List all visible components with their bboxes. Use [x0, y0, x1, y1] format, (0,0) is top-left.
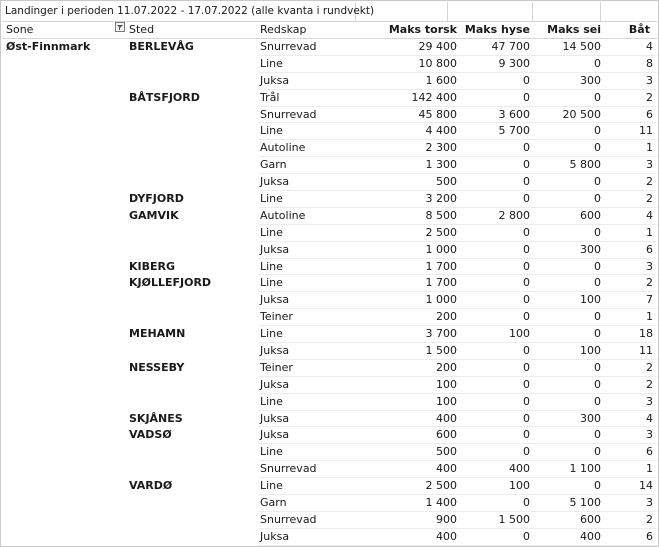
cell-maks-torsk: 4 400	[425, 124, 457, 138]
cell-maks-sei: 5 100	[569, 496, 601, 510]
cell-maks-hyse: 47 700	[491, 40, 530, 53]
table-row	[2, 90, 657, 107]
cell-maks-torsk: 1 000	[425, 242, 457, 256]
cell-maks-hyse: 0	[523, 445, 530, 459]
cell-maks-hyse: 0	[523, 310, 530, 324]
cell-redskap: Garn	[260, 158, 287, 172]
cell-baat: 2	[646, 360, 653, 374]
cell-maks-sei: 0	[594, 377, 601, 391]
cell-baat: 7	[646, 293, 653, 307]
table-row	[2, 326, 657, 343]
cell-redskap: Autoline	[260, 141, 306, 155]
cell-maks-torsk: 2 500	[425, 225, 457, 239]
cell-redskap: Juksa	[260, 293, 290, 307]
cell-redskap: Trål	[260, 90, 280, 104]
cell-baat: 2	[646, 192, 653, 206]
cell-maks-hyse: 0	[523, 293, 530, 307]
cell-maks-torsk: 200	[436, 360, 457, 374]
cell-baat: 4	[646, 40, 653, 53]
cell-baat: 6	[646, 107, 653, 121]
cell-maks-sei: 14 500	[562, 40, 601, 53]
cell-maks-hyse: 100	[509, 479, 530, 493]
cell-maks-torsk: 500	[436, 445, 457, 459]
cell-maks-sei: 100	[580, 293, 601, 307]
cell-maks-sei: 0	[594, 192, 601, 206]
table-row	[2, 225, 657, 242]
table-row	[2, 360, 657, 377]
cell-baat: 3	[646, 394, 653, 408]
cell-maks-hyse: 0	[523, 496, 530, 510]
cell-maks-torsk: 100	[436, 394, 457, 408]
cell-maks-sei: 0	[594, 259, 601, 273]
cell-redskap: Juksa	[260, 344, 290, 358]
header-maks-torsk[interactable]: Maks torsk	[388, 23, 457, 36]
cell-maks-torsk: 200	[436, 310, 457, 324]
cell-maks-hyse: 0	[523, 259, 530, 273]
table-row	[2, 292, 657, 309]
cell-baat: 1	[646, 462, 653, 476]
table-row	[2, 529, 657, 546]
cell-maks-hyse: 2 800	[498, 208, 530, 222]
cell-redskap: Snurrevad	[260, 462, 317, 476]
cell-maks-sei: 300	[580, 411, 601, 425]
cell-maks-hyse: 0	[523, 394, 530, 408]
cell-redskap: Teiner	[260, 310, 293, 324]
cell-sted: SKJÅNES	[129, 411, 183, 425]
cell-maks-hyse: 0	[523, 428, 530, 442]
table-row	[2, 377, 657, 394]
cell-maks-torsk: 900	[436, 512, 457, 526]
cell-maks-sei: 0	[594, 394, 601, 408]
header-sone[interactable]: Sone	[6, 23, 34, 36]
cell-redskap: Juksa	[260, 377, 290, 391]
cell-maks-hyse: 100	[509, 327, 530, 341]
header-maks-hyse[interactable]: Maks hyse	[464, 23, 530, 36]
title-row-cells	[356, 2, 657, 22]
cell-maks-torsk: 500	[436, 175, 457, 189]
cell-maks-hyse: 0	[523, 377, 530, 391]
cell-maks-torsk: 10 800	[418, 56, 457, 70]
table-row	[2, 259, 657, 276]
cell-maks-torsk: 600	[436, 428, 457, 442]
cell-maks-sei: 300	[580, 242, 601, 256]
cell-maks-hyse: 3 600	[498, 107, 530, 121]
table-body	[2, 39, 657, 546]
cell-maks-torsk: 400	[436, 462, 457, 476]
cell-maks-torsk: 1 000	[425, 293, 457, 307]
cell-baat: 4	[646, 411, 653, 425]
cell-maks-sei: 600	[580, 512, 601, 526]
cell-baat: 2	[646, 276, 653, 290]
cell-sted: KJØLLEFJORD	[129, 276, 212, 290]
cell-baat: 6	[646, 445, 653, 459]
cell-maks-hyse: 0	[523, 242, 530, 256]
header-baat[interactable]: Båt	[628, 23, 650, 36]
cell-maks-torsk: 3 700	[425, 327, 457, 341]
cell-redskap: Juksa	[260, 428, 290, 442]
table-row	[2, 242, 657, 259]
table-row	[2, 73, 657, 90]
cell-maks-hyse: 0	[523, 344, 530, 358]
cell-sted: DYFJORD	[129, 192, 184, 206]
report-title: Landinger i perioden 11.07.2022 - 17.07.2022 (alle kvanta i rundvekt)	[2, 2, 356, 22]
cell-maks-sei: 5 800	[569, 158, 601, 172]
cell-baat: 6	[646, 242, 653, 256]
cell-maks-torsk: 1 500	[425, 344, 457, 358]
cell-maks-hyse: 0	[523, 360, 530, 374]
table-row	[2, 56, 657, 73]
cell-maks-sei: 0	[594, 175, 601, 189]
cell-maks-sei: 0	[594, 276, 601, 290]
cell-baat: 2	[646, 175, 653, 189]
cell-baat: 4	[646, 208, 653, 222]
cell-maks-sei: 0	[594, 90, 601, 104]
cell-maks-hyse: 400	[509, 462, 530, 476]
cell-maks-torsk: 45 800	[418, 107, 457, 121]
cell-maks-sei: 0	[594, 327, 601, 341]
cell-baat: 3	[646, 158, 653, 172]
table-row	[2, 107, 657, 124]
cell-maks-torsk: 29 400	[418, 40, 457, 53]
cell-redskap: Juksa	[260, 411, 290, 425]
cell-maks-hyse: 0	[523, 73, 530, 87]
cell-sted: MEHAMN	[129, 327, 186, 341]
cell-redskap: Autoline	[260, 208, 306, 222]
cell-baat: 18	[639, 327, 653, 341]
cell-maks-sei: 0	[594, 56, 601, 70]
cell-maks-torsk: 1 600	[425, 73, 457, 87]
cell-sted: NESSEBY	[129, 360, 185, 374]
cell-baat: 3	[646, 73, 653, 87]
cell-sone: Øst-Finnmark	[6, 40, 91, 53]
cell-redskap: Juksa	[260, 529, 290, 543]
cell-maks-torsk: 142 400	[411, 90, 457, 104]
cell-maks-hyse: 5 700	[498, 124, 530, 138]
cell-maks-sei: 20 500	[562, 107, 601, 121]
cell-redskap: Line	[260, 327, 283, 341]
cell-maks-sei: 100	[580, 344, 601, 358]
cell-sted: GAMVIK	[129, 208, 179, 222]
cell-baat: 11	[639, 344, 653, 358]
header-redskap[interactable]: Redskap	[260, 23, 307, 36]
cell-maks-torsk: 400	[436, 529, 457, 543]
cell-maks-torsk: 1 400	[425, 496, 457, 510]
table-row	[2, 140, 657, 157]
cell-baat: 14	[639, 479, 653, 493]
cell-maks-hyse: 0	[523, 529, 530, 543]
cell-maks-hyse: 0	[523, 175, 530, 189]
table-row	[2, 461, 657, 478]
cell-maks-sei: 0	[594, 124, 601, 138]
cell-maks-sei: 0	[594, 445, 601, 459]
cell-baat: 1	[646, 225, 653, 239]
filter-icon[interactable]	[115, 22, 125, 32]
cell-baat: 1	[646, 141, 653, 155]
cell-redskap: Teiner	[260, 360, 293, 374]
table-row	[2, 411, 657, 428]
cell-maks-sei: 300	[580, 73, 601, 87]
cell-sted: BÅTSFJORD	[129, 90, 200, 104]
cell-maks-torsk: 2 500	[425, 479, 457, 493]
cell-redskap: Line	[260, 192, 283, 206]
cell-maks-sei: 0	[594, 360, 601, 374]
cell-maks-hyse: 1 500	[498, 512, 530, 526]
cell-maks-torsk: 1 700	[425, 276, 457, 290]
cell-maks-torsk: 3 200	[425, 192, 457, 206]
cell-maks-sei: 0	[594, 141, 601, 155]
cell-maks-torsk: 2 300	[425, 141, 457, 155]
cell-maks-hyse: 0	[523, 141, 530, 155]
cell-baat: 6	[646, 529, 653, 543]
cell-redskap: Snurrevad	[260, 107, 317, 121]
cell-redskap: Line	[260, 394, 283, 408]
cell-sted: KIBERG	[129, 259, 176, 273]
table-row	[2, 157, 657, 174]
cell-maks-sei: 0	[594, 428, 601, 442]
cell-baat: 8	[646, 56, 653, 70]
cell-maks-hyse: 0	[523, 90, 530, 104]
cell-baat: 1	[646, 310, 653, 324]
cell-baat: 2	[646, 512, 653, 526]
table-row	[2, 427, 657, 444]
cell-redskap: Snurrevad	[260, 512, 317, 526]
cell-redskap: Line	[260, 259, 283, 273]
cell-maks-sei: 0	[594, 479, 601, 493]
cell-redskap: Line	[260, 225, 283, 239]
table-row	[2, 208, 657, 225]
cell-sted: VARDØ	[129, 479, 173, 493]
header-sted[interactable]: Sted	[129, 23, 155, 36]
cell-maks-hyse: 0	[523, 276, 530, 290]
cell-redskap: Juksa	[260, 175, 290, 189]
table-row	[2, 444, 657, 461]
cell-baat: 2	[646, 90, 653, 104]
cell-maks-sei: 0	[594, 310, 601, 324]
cell-redskap: Juksa	[260, 73, 290, 87]
cell-redskap: Line	[260, 479, 283, 493]
cell-maks-torsk: 400	[436, 411, 457, 425]
cell-maks-hyse: 0	[523, 225, 530, 239]
cell-baat: 3	[646, 259, 653, 273]
table-row	[2, 343, 657, 360]
table-row	[2, 174, 657, 191]
cell-maks-hyse: 0	[523, 411, 530, 425]
cell-baat: 3	[646, 428, 653, 442]
cell-redskap: Line	[260, 56, 283, 70]
table-row	[2, 275, 657, 292]
cell-redskap: Juksa	[260, 242, 290, 256]
cell-redskap: Line	[260, 124, 283, 138]
header-maks-sei[interactable]: Maks sei	[547, 23, 601, 36]
table-row	[2, 495, 657, 512]
cell-maks-torsk: 1 300	[425, 158, 457, 172]
cell-maks-sei: 0	[594, 225, 601, 239]
table-row	[2, 191, 657, 208]
cell-baat: 3	[646, 496, 653, 510]
table-row	[2, 123, 657, 140]
cell-sted: BERLEVÅG	[129, 40, 194, 53]
cell-maks-torsk: 8 500	[425, 208, 457, 222]
cell-baat: 11	[639, 124, 653, 138]
cell-maks-hyse: 9 300	[498, 56, 530, 70]
table-row	[2, 394, 657, 411]
table-row	[2, 309, 657, 326]
table-row	[2, 478, 657, 495]
cell-maks-sei: 1 100	[569, 462, 601, 476]
cell-redskap: Line	[260, 276, 283, 290]
row-divider	[259, 545, 657, 546]
cell-maks-torsk: 1 700	[425, 259, 457, 273]
cell-maks-hyse: 0	[523, 158, 530, 172]
table-row	[2, 512, 657, 529]
cell-maks-sei: 600	[580, 208, 601, 222]
cell-redskap: Garn	[260, 496, 287, 510]
cell-redskap: Line	[260, 445, 283, 459]
cell-redskap: Snurrevad	[260, 40, 317, 53]
cell-sted: VADSØ	[129, 428, 172, 442]
table-header	[2, 22, 657, 39]
table-row	[2, 39, 657, 56]
cell-maks-torsk: 100	[436, 377, 457, 391]
cell-maks-sei: 400	[580, 529, 601, 543]
cell-maks-hyse: 0	[523, 192, 530, 206]
cell-baat: 2	[646, 377, 653, 391]
